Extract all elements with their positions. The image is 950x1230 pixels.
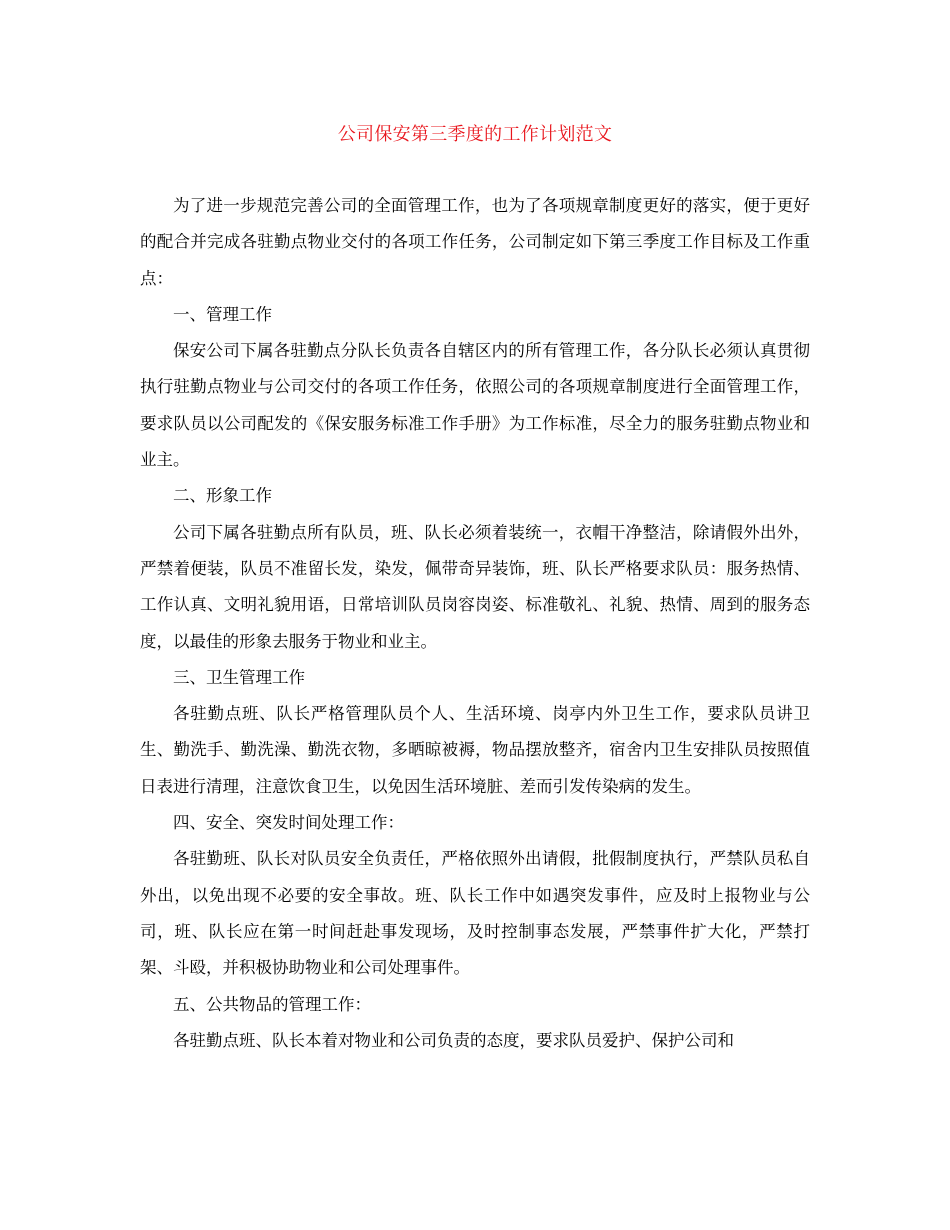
document-title: 公司保安第三季度的工作计划范文: [337, 124, 613, 145]
safety-paragraph: 各驻勤班、队长对队员安全负责任，严格依照外出请假，批假制度执行，严禁队员私自外出，以免出现不必要的安全事故。班、队长工作中如遇突发事件，应及时上报物业与公司，班、队长应在第一时间赶赴事发现场，及时控制事态发展，严禁事件扩大化，严禁打架、斗殴，并积极协助物业和公司处理事件。: [140, 849, 810, 978]
section-heading-management: 一、管理工作: [173, 304, 272, 324]
section-heading-public-goods: 五、公共物品的管理工作：: [173, 994, 371, 1014]
intro-paragraph: 为了进一步规范完善公司的全面管理工作，也为了各项规章制度更好的落实，便于更好的配合并完成各驻勤点物业交付的各项工作任务，公司制定如下第三季度工作目标及工作重点：: [140, 196, 810, 288]
section-heading-safety: 四、安全、突发时间处理工作：: [173, 813, 404, 833]
section-heading-image: 二、形象工作: [173, 486, 272, 506]
image-paragraph: 公司下属各驻勤点所有队员，班、队长必须着装统一，衣帽干净整洁，除请假外出外，严禁着便装，队员不准留长发，染发，佩带奇异装饰，班、队长严格要求队员：服务热情、工作认真、文明礼貌用语，日常培训队员岗容岗姿、标准敬礼、礼貌、热情、周到的服务态度，以最佳的形象去服务于物业和业主。: [140, 522, 810, 651]
document-body: [140, 188, 810, 1059]
section-heading-hygiene: 三、卫生管理工作: [173, 667, 305, 687]
public-goods-paragraph: 各驻勤点班、队长本着对物业和公司负责的态度，要求队员爱护、保护公司和: [173, 1030, 734, 1050]
hygiene-paragraph: 各驻勤点班、队长严格管理队员个人、生活环境、岗亭内外卫生工作，要求队员讲卫生、勤洗手、勤洗澡、勤洗衣物，多晒晾被褥，物品摆放整齐，宿舍内卫生安排队员按照值日表进行清理，注意饮食卫生，以免因生活环境脏、差而引发传染病的发生。: [140, 704, 810, 796]
management-paragraph: 保安公司下属各驻勤点分队长负责各自辖区内的所有管理工作，各分队长必须认真贯彻执行驻勤点物业与公司交付的各项工作任务，依照公司的各项规章制度进行全面管理工作，要求队员以公司配发的《保安服务标准工作手册》为工作标准，尽全力的服务驻勤点物业和业主。: [140, 341, 810, 470]
